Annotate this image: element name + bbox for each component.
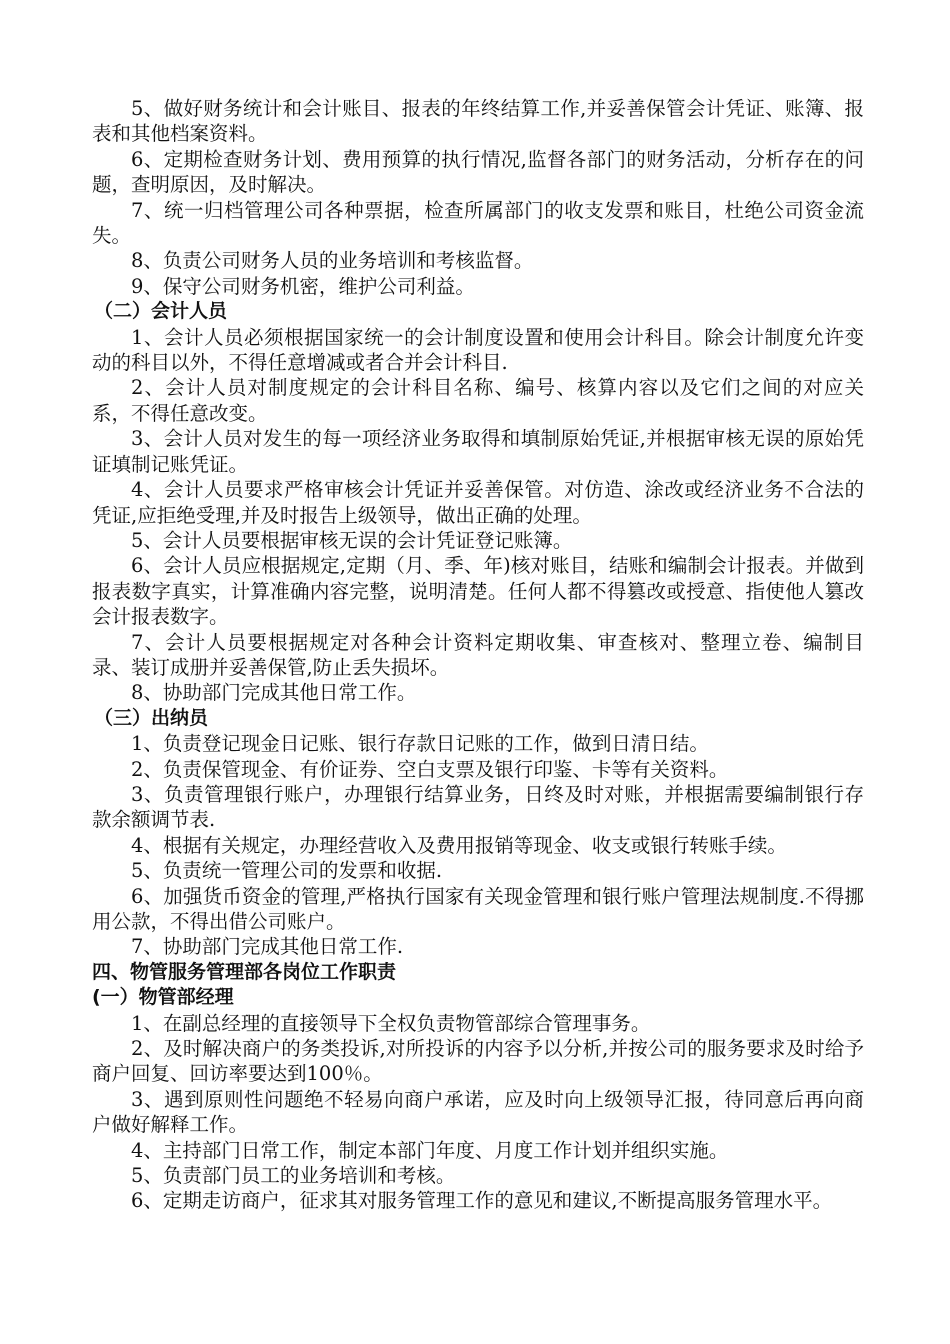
paragraph-finance-9: 9、保守公司财务机密，维护公司利益。 [131,274,475,298]
section-heading-cashier: （三）出纳员 [94,706,209,729]
paragraph-accountant-8: 8、协助部门完成其他日常工作。 [131,681,417,705]
paragraph-finance-5: 5、做好财务统计和会计账目、报表的年终结算工作,并妥善保管会计凭证、账簿、报表和其他档案资料。 [92,97,864,146]
paragraph-accountant-7: 7、会计人员要根据规定对各种会计资料定期收集、审查核对、整理立卷、编制目录、装订成册并妥善保管,防止丢失损坏。 [92,630,864,679]
paragraph-cashier-5: 5、负责统一管理公司的发票和收据. [131,859,443,883]
paragraph-accountant-6: 6、会计人员应根据规定,定期（月、季、年)核对账目，结账和编制会计报表。并做到报表数字真实，计算准确内容完整，说明清楚。任何人都不得篡改或授意、指使他人篡改会计报表数字。 [92,554,864,629]
paragraph-cashier-7: 7、协助部门完成其他日常工作. [131,935,404,959]
chapter-heading-property-management: 四、物管服务管理部各岗位工作职责 [92,960,397,983]
paragraph-manager-3: 3、遇到原则性问题绝不轻易向商户承诺，应及时向上级领导汇报，待同意后再向商户做好解释工作。 [92,1087,864,1137]
paragraph-accountant-2: 2、会计人员对制度规定的会计科目名称、编号、核算内容以及它们之间的对应关系，不得任意改变。 [92,376,864,425]
paragraph-finance-6: 6、定期检查财务计划、费用预算的执行情况,监督各部门的财务活动，分析存在的问题，查明原因，及时解决。 [92,147,864,197]
paragraph-accountant-4: 4、会计人员要求严格审核会计凭证并妥善保管。对仿造、涂改或经济业务不合法的凭证,应拒绝受理,并及时报告上级领导，做出正确的处理。 [92,478,864,527]
paragraph-accountant-5: 5、会计人员要根据审核无误的会计凭证登记账簿。 [131,528,573,552]
document-page [92,96,864,1214]
paragraph-cashier-2: 2、负责保管现金、有价证券、空白支票及银行印鉴、卡等有关资料。 [131,757,729,781]
paragraph-cashier-1: 1、负责登记现金日记账、银行存款日记账的工作，做到日清日结。 [131,732,709,756]
paragraph-finance-7: 7、统一归档管理公司各种票据，检查所属部门的收支发票和账目，杜绝公司资金流失。 [92,198,864,248]
paragraph-accountant-1: 1、会计人员必须根据国家统一的会计制度设置和使用会计科目。除会计制度允许变动的科目以外，不得任意增减或者合并会计科目. [92,325,864,375]
paragraph-cashier-6: 6、加强货币资金的管理,严格执行国家有关现金管理和银行账户管理法规制度.不得挪用公款，不得出借公司账户。 [92,884,864,933]
paragraph-accountant-3: 3、会计人员对发生的每一项经济业务取得和填制原始凭证,并根据审核无误的原始凭证填制记账凭证。 [92,427,864,476]
paragraph-cashier-3: 3、负责管理银行账户，办理银行结算业务，日终及时对账，并根据需要编制银行存款余额调节表. [92,782,864,832]
paragraph-finance-8: 8、负责公司财务人员的业务培训和考核监督。 [131,249,534,273]
paragraph-manager-2: 2、及时解决商户的务类投诉,对所投诉的内容予以分析,并按公司的服务要求及时给予商户回复、回访率要达到100％。 [92,1037,864,1086]
section-heading-accountant: （二）会计人员 [94,300,228,323]
paragraph-manager-1: 1、在副总经理的直接领导下全权负责物管部综合管理事务。 [131,1011,651,1035]
paragraph-manager-4: 4、主持部门日常工作，制定本部门年度、月度工作计划并组织实施。 [131,1138,729,1162]
section-heading-property-manager: (一）物管部经理 [92,986,234,1009]
paragraph-cashier-4: 4、根据有关规定，办理经营收入及费用报销等现金、收支或银行转账手续。 [131,833,787,857]
paragraph-manager-5: 5、负责部门员工的业务培训和考核。 [131,1164,456,1188]
paragraph-manager-6: 6、定期走访商户，征求其对服务管理工作的意见和建议,不断提高服务管理水平。 [131,1189,833,1213]
